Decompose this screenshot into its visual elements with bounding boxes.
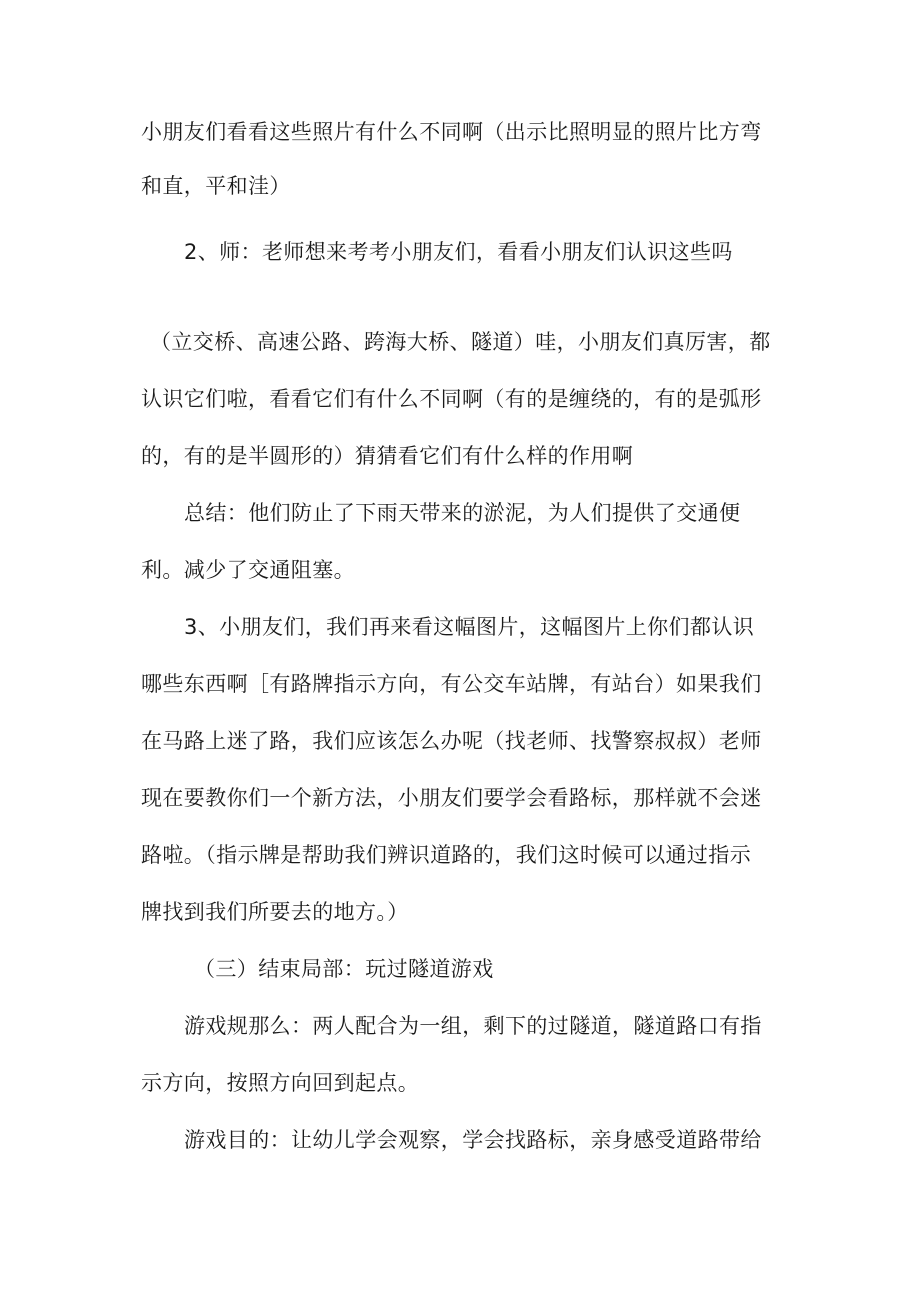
text-line-6: 的，有的是半圆形的）猜猜看它们有什么样的作用啊 xyxy=(141,444,634,468)
text-line-12: 现在要教你们一个新方法，小朋友们要学会看路标，那样就不会迷 xyxy=(141,786,762,810)
text-line-18: 游戏目的：让幼儿学会观察，学会找路标，亲身感受道路带给 xyxy=(184,1128,762,1152)
text-line-9: 3、小朋友们，我们再来看这幅图片，这幅图片上你们都认识 xyxy=(184,615,755,639)
text-line-14: 牌找到我们所要去的地方。） xyxy=(141,900,409,924)
text-line-3: 2、师：老师想来考考小朋友们，看看小朋友们认识这些吗 xyxy=(184,240,733,264)
text-line-7: 总结：他们防止了下雨天带来的淤泥，为人们提供了交通便 xyxy=(184,501,741,525)
text-line-11: 在马路上迷了路，我们应该怎么办呢（找老师、找警察叔叔）老师 xyxy=(141,729,762,753)
text-line-5: 认识它们啦，看看它们有什么不同啊（有的是缠绕的，有的是弧形 xyxy=(141,387,762,411)
text-line-4: （立交桥、高速公路、跨海大桥、隧道）哇，小朋友们真厉害，都 xyxy=(150,330,771,354)
text-line-1: 小朋友们看看这些照片有什么不同啊（出示比照明显的照片比方弯 xyxy=(141,120,762,144)
text-line-8: 利。减少了交通阻塞。 xyxy=(141,558,355,582)
text-line-2: 和直，平和洼） xyxy=(141,174,291,198)
text-line-17: 示方向，按照方向回到起点。 xyxy=(141,1071,420,1095)
text-line-13: 路啦。（指示牌是帮助我们辨识道路的，我们这时候可以通过指示 xyxy=(141,843,752,867)
section-heading: （三）结束局部：玩过隧道游戏 xyxy=(194,957,494,981)
text-line-10: 哪些东西啊［有路牌指示方向，有公交车站牌，有站台）如果我们 xyxy=(141,672,762,696)
text-line-16: 游戏规那么：两人配合为一组，剩下的过隧道，隧道路口有指 xyxy=(184,1014,762,1038)
